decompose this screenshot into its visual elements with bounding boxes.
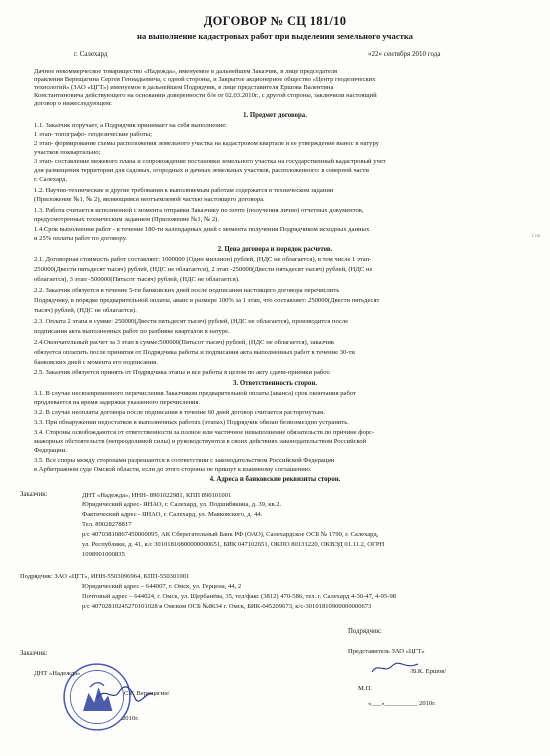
signature-customer-year: 2010г. <box>122 715 139 722</box>
section-2-line: Подрядчику, в порядке предварительной оплаты, аванс в размере 100% за 1 этап, что составляет: 250000(Двести пятьдесят <box>34 297 380 304</box>
section-3-line: 3.5. Все споры между сторонами разрешаются в соответствии с законодательством Российской Федерации <box>34 457 335 464</box>
section-3-line: 3.3. При обнаружении недостатков в выполненных работах (этапах) Подрядчик обязан безвозмездно устранить. <box>34 419 349 426</box>
section-2-line: 2.3. Оплата 2 этапа в сумме: 250000(Двести пятьдесят тысяч) рублей, (НДС не облагается), производится после <box>34 318 349 325</box>
section-2-line: подписания акта выполненных работ по разбивке кварталов в натуре. <box>34 328 230 335</box>
section-2-line: обязуется оплатить после принятия от Подрядчика работы и подписания акта выполненных работ в течение 30-ти <box>34 349 355 356</box>
preamble-line: технологий» (ЗАО «ЦГТ») именуемое в дальнейшем Подрядчик, в лице представителя Ершова Валентина <box>34 84 334 91</box>
section-1-line: (Приложение №1, № 2), являющимся неотъемлемой частью настоящего договора. <box>34 196 265 203</box>
signature-contractor-label: Подрядчик: <box>348 628 382 635</box>
section-3-line: Федерации. <box>34 447 67 454</box>
customer-line: ул. Республики, д. 41, к/с 30101810800000000651, БИК 047102651, ОКПО 80131220, ОКВЭД 01.11.2, ОГРН <box>82 541 385 548</box>
customer-handwritten-signature <box>95 684 155 704</box>
signature-contractor-mp: М.П. <box>358 685 372 692</box>
section-1-line: 2 этап- формирование схемы расположения земельного участка на кадастровом квартале и ее утверждение вынос в натуру <box>34 140 379 147</box>
section-1-line: 1 этап- топографо- геодезические работы; <box>34 131 152 138</box>
preamble-line: договор о нижеследующем: <box>34 100 113 107</box>
section-1-line: 1.2. Научно-технические и другие требования к выполняемым работам содержатся в техническом задании <box>34 187 334 194</box>
section-1-heading: 1. Предмет договора. <box>243 112 307 119</box>
section-1-line: 3 этап- составление межевого плана и сопровождение постановки земельного участка на государственный кадастровый учет <box>34 158 386 165</box>
section-3-line: мажорных обстоятельств (непреодолимой силы) и руководствуются в своих действиях законодательством Российской <box>34 438 367 445</box>
section-1-line: участков поквартально; <box>34 149 101 156</box>
document-city: г. Салехард <box>74 50 108 58</box>
section-3-line: в Арбитражном суде Омской области, если до этого стороны не пришут к взаимному соглашению. <box>34 466 312 473</box>
signature-contractor-date: «___»__________ 2010г. <box>368 700 436 707</box>
section-4-heading: 4. Адреса и банковские реквизиты сторон. <box>209 476 341 483</box>
section-2-line: тысяч) рублей, (НДС не облагается). <box>34 307 137 314</box>
section-2-line: 2.4.Окончательный расчет за 3 этап в сумме:500000(Пятьсот тысяч) рублей, (НДС не облагается), заказчик <box>34 339 335 346</box>
signature-customer-label: Заказчик: <box>20 650 48 657</box>
section-1-line: г. Салехард. <box>34 176 68 183</box>
document-date: «22» сентября 2010 года <box>368 50 441 58</box>
contractor-label: Подрядчик: ЗАО «ЦГТ», ИНН-5503096964, КПП-550301001 <box>20 573 190 580</box>
section-1-line: и 25% оплаты работ по договору. <box>34 235 127 242</box>
customer-line: р/с 40703810867450000095, АК Сберегательный Банк РФ (ОАО), Салехардское ОСБ № 1790, г. Салехард, <box>82 531 379 538</box>
customer-line: ДНТ «Надежда», ИНН- 8901022981, КПП 890101001 <box>82 492 232 499</box>
section-1-line: 1.4.Срок выполнения работ - в течение 180-ти календарных дней с момента получения Подрядчиком исходных данных <box>34 226 370 233</box>
section-2-line: банковских дней с момента его подписания. <box>34 359 158 366</box>
preamble-line: Дачное некоммерческое товарищество «Надежда», именуемое в дальнейшем Заказчик, в лице председателя <box>34 68 338 75</box>
margin-mark: 2 на <box>531 234 540 239</box>
section-3-line: 3.1. В случае несвоевременного перечисления Заказчиком предварительной оплаты (аванса) срок окончания работ <box>34 390 356 397</box>
section-2-line: 2.5. Заказчик обязуется принять от Подрядчика этапы и все работы в целом по акту сдачи-приемки работ. <box>34 369 331 376</box>
section-1-line: 1.3. Работа считается исполненной с момента отправки Заказчику по почте (получения лично) отчетных документов, <box>34 207 364 214</box>
section-3-heading: 3. Ответственность сторон. <box>233 380 317 387</box>
preamble-line: Константиновича действующего на основании доверенности б/н от 02.03.2010г., с другой стороны, заключили настоящий <box>34 92 377 99</box>
customer-line: Фактический адрес - ЯНАО, г. Салехард, ул. Маяковского, д. 44. <box>82 511 263 518</box>
contractor-handwritten-signature <box>370 660 420 676</box>
section-2-line: 250000(Двести пятьдесят тысяч) рублей, (НДС не облагается), 2 этап -250000(Двести пятьдесят тысяч) рублей, (НДС не <box>34 266 373 273</box>
section-1-line: 1.1. Заказчик поручает, а Подрядчик принимает на себя выполнение: <box>34 122 228 129</box>
section-2-line: 2.2. Заказчик обязуется в течение 5-ти банковских дней после подписания настоящего договора перечислить <box>34 287 340 294</box>
section-1-line: для размещения территории для садовых, огородных и дачных земельных участков, расположенного: в северной части <box>34 167 369 174</box>
customer-line: Тел. 89028278817 <box>82 521 132 528</box>
contractor-line: Юридический адрес – 644007, г. Омск, ул. Герцена, 44, 2 <box>82 583 242 590</box>
signature-customer-signer: С.Г. Верещагин/ <box>124 690 170 697</box>
document-title: ДОГОВОР № СЦ 181/10 <box>203 14 347 28</box>
contractor-line: Почтовый адрес – 644024, г. Омск, ул. Щербанёва, 35, тел/факс (3812) 470-586, тел. г. Салехард 4-30-47, 4-95-98 <box>82 593 397 600</box>
section-3-line: 3.2. В случае неоплаты договора после подписания в течение 60 дней договор считается расторгнутым. <box>34 409 325 416</box>
preamble-line: правления Верещагина Сергея Геннадьевича, с одной стороны, и Закрытое акционерное общество «Центр геодезических <box>34 76 376 83</box>
customer-line: Юридический адрес- ЯНАО, г. Салехард, ул. Подшибякина, д. 39, кв.2. <box>82 501 282 508</box>
contractor-line: р/с 40702810245270101028 в Омском ОСБ №8634 г. Омск, БИК-045209673, к/с-30101810900000000673 <box>82 603 372 610</box>
section-3-line: продлевается на время задержки указанного перечисления. <box>34 399 201 406</box>
signature-customer-name: ДНТ «Надежда» <box>34 670 81 677</box>
document-subtitle: на выполнение кадастровых работ при выделении земельного участка <box>137 31 413 41</box>
customer-label: Заказчик: <box>20 491 48 498</box>
signature-contractor-rep: Представитель ЗАО «ЦГТ» <box>348 648 425 655</box>
section-2-line: 2.1. Договорная стоимость работ составляет: 1000000 (Один миллион) рублей, (НДС не облагается), в том числе 1 этап- <box>34 256 372 263</box>
section-3-line: 3.4. Стороны освобождаются от ответственности за полное или частичное невыполнение обязательств по причине форс- <box>34 429 375 436</box>
section-2-line: облагается), 3 этап -500000(Пятьсот тысяч) рублей, (НДС не облагается). <box>34 276 240 283</box>
section-1-line: предусмотренных техническим заданием (Приложение №1, № 2). <box>34 216 220 223</box>
signature-contractor-signer: /В.К. Ершов/ <box>410 668 447 675</box>
customer-line: 1098901000835 <box>82 551 125 558</box>
section-2-heading: 2. Цена договора и порядок расчетов. <box>217 246 333 253</box>
